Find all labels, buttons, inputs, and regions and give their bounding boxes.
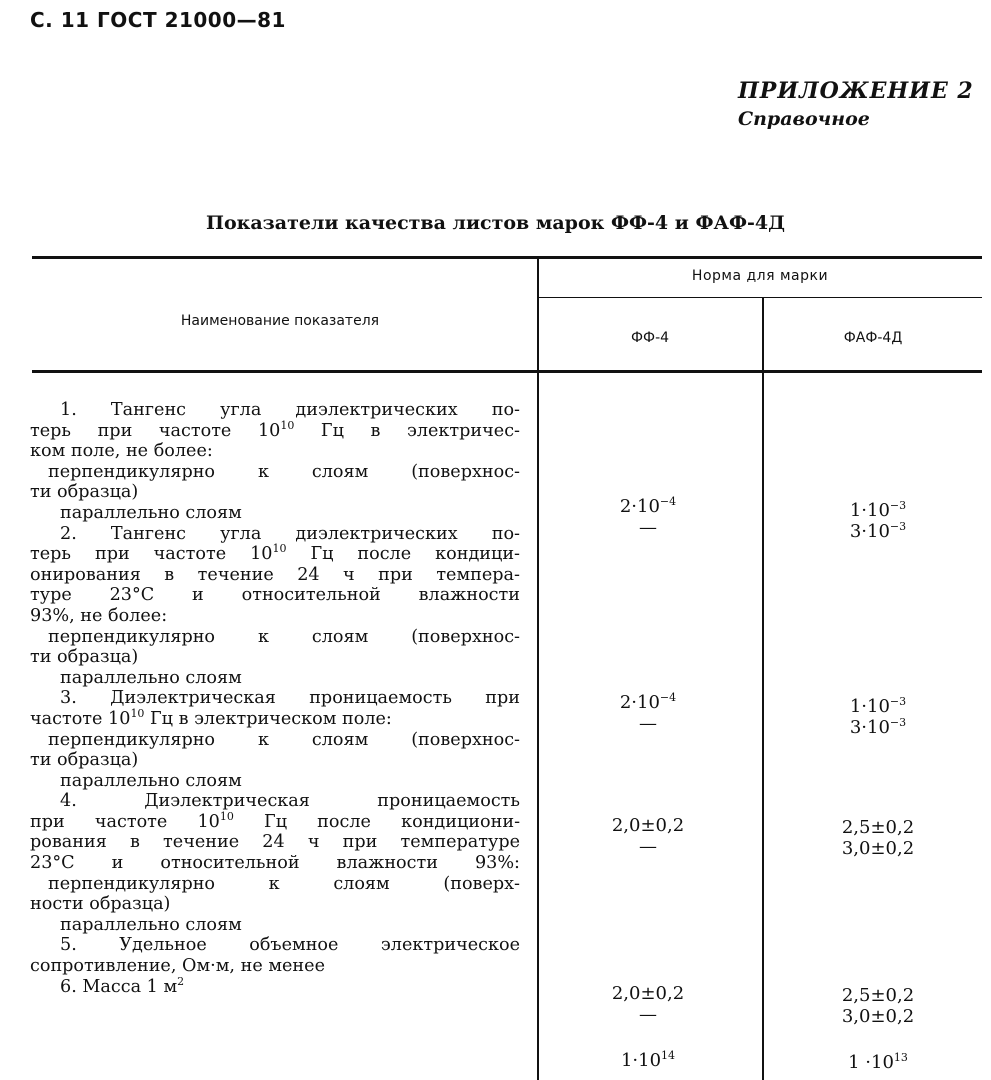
indicator-line: онирования в течение 24 ч при темпера- bbox=[30, 564, 520, 585]
faf4d-r5-resistivity: $1 \cdot 10^{13}$ bbox=[848, 1051, 908, 1073]
indicator-column bbox=[30, 400, 520, 997]
header-grade-ff4: ФФ-4 bbox=[630, 330, 670, 346]
ff4-r3-perpendicular: 2,0±0,2 bbox=[611, 815, 685, 836]
appendix-subtitle: Справочное bbox=[738, 108, 870, 130]
indicator-line: 4. Диэлектрическая проницаемость bbox=[60, 791, 520, 812]
faf4d-r1-perpendicular: $1\cdot 10^{-3}$ bbox=[849, 499, 907, 521]
indicator-line: 2. Тангенс угла диэлектрических по- bbox=[60, 523, 520, 544]
faf4d-r4-perpendicular: 2,5±0,2 bbox=[841, 985, 915, 1006]
ff4-r2-parallel: — bbox=[639, 713, 657, 734]
header-indicator-name: Наименование показателя bbox=[180, 313, 380, 329]
ff4-r3-parallel: — bbox=[639, 836, 657, 857]
indicator-line: ти образца) bbox=[30, 647, 139, 668]
appendix-title: ПРИЛОЖЕНИЕ 2 bbox=[738, 78, 974, 104]
table-header-rule bbox=[32, 370, 982, 373]
document-header-code: С. 11 ГОСТ 21000—81 bbox=[30, 8, 286, 32]
indicator-line: терь при частоте $10^{10}$ Гц в электричес- bbox=[30, 418, 520, 441]
indicator-line: терь при частоте $10^{10}$ Гц после кондици- bbox=[30, 542, 520, 565]
indicator-line: ти образца) bbox=[30, 750, 139, 771]
indicator-line: ности образца) bbox=[30, 894, 171, 915]
faf4d-r3-parallel: 3,0±0,2 bbox=[841, 838, 915, 859]
indicator-line: перпендикулярно к слоям (поверхнос- bbox=[48, 729, 520, 750]
indicator-line: 6. Масса 1 $м^2$ bbox=[60, 974, 185, 997]
ff4-r4-parallel: — bbox=[639, 1004, 657, 1025]
indicator-line: сопротивление, Ом·м, не менее bbox=[30, 956, 325, 977]
header-norm-for-grade: Норма для марки bbox=[691, 268, 829, 284]
ff4-r5-resistivity: $1\cdot 10^{14}$ bbox=[620, 1049, 676, 1071]
subheader-rule bbox=[538, 297, 982, 298]
indicator-line: туре 23°С и относительной влажности bbox=[30, 585, 520, 606]
indicator-line: 5. Удельное объемное электрическое bbox=[60, 935, 520, 956]
indicator-line: 23°С и относительной влажности 93%: bbox=[30, 853, 520, 874]
indicator-line: параллельно слоям bbox=[60, 914, 242, 935]
indicator-line: 93%, не более: bbox=[30, 605, 168, 626]
indicator-line: параллельно слоям bbox=[60, 667, 242, 688]
header-grade-faf4d: ФАФ-4Д bbox=[843, 330, 903, 346]
ff4-r1-perpendicular: $2\cdot 10^{-4}$ bbox=[619, 495, 677, 517]
faf4d-r2-parallel: $3\cdot 10^{-3}$ bbox=[849, 716, 907, 738]
column-divider-1 bbox=[537, 258, 539, 1080]
indicator-line: параллельно слоям bbox=[60, 770, 242, 791]
indicator-line: перпендикулярно к слоям (поверхнос- bbox=[48, 626, 520, 647]
table-title: Показатели качества листов марок ФФ-4 и ФАФ-4Д bbox=[206, 212, 785, 234]
faf4d-r3-perpendicular: 2,5±0,2 bbox=[841, 817, 915, 838]
indicator-line: параллельно слоям bbox=[60, 502, 242, 523]
indicator-line: при частоте $10^{10}$ Гц после кондициони- bbox=[30, 809, 521, 832]
indicator-line: перпендикулярно к слоям (поверх- bbox=[48, 873, 520, 894]
ff4-r1-parallel: — bbox=[639, 517, 657, 538]
indicator-line: рования в течение 24 ч при температуре bbox=[30, 832, 520, 853]
table-top-rule bbox=[32, 256, 982, 259]
ff4-r4-perpendicular: 2,0±0,2 bbox=[611, 983, 685, 1004]
indicator-line: ком поле, не более: bbox=[30, 441, 213, 462]
ff4-r2-perpendicular: $2\cdot 10^{-4}$ bbox=[619, 691, 677, 713]
column-divider-2 bbox=[762, 298, 764, 1080]
indicator-line: ти образца) bbox=[30, 482, 139, 503]
faf4d-r4-parallel: 3,0±0,2 bbox=[841, 1006, 915, 1027]
indicator-line: 1. Тангенс угла диэлектрических по- bbox=[60, 400, 520, 420]
indicator-line: частоте $10^{10}$ Гц в электрическом поле: bbox=[30, 706, 392, 729]
faf4d-r2-perpendicular: $1\cdot 10^{-3}$ bbox=[849, 695, 907, 717]
indicator-line: 3. Диэлектрическая проницаемость при bbox=[60, 688, 520, 709]
faf4d-r1-parallel: $3\cdot 10^{-3}$ bbox=[849, 520, 907, 542]
indicator-line: перпендикулярно к слоям (поверхнос- bbox=[48, 461, 520, 482]
